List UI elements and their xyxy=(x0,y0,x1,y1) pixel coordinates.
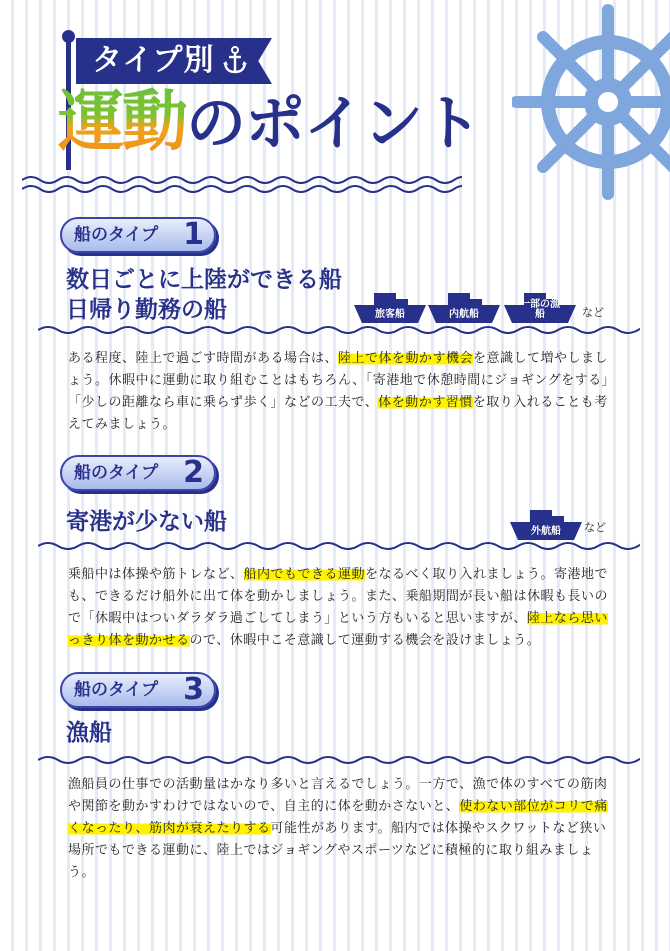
ship-label: 外航船 xyxy=(531,526,561,537)
ship-badge-ocean xyxy=(508,510,584,540)
section-wave-divider xyxy=(38,322,640,338)
ships-suffix: など xyxy=(582,306,604,319)
ship-label: 内航船 xyxy=(449,309,479,320)
ship-badge-fishing xyxy=(502,293,578,323)
page-title xyxy=(58,82,481,162)
ship-label: 一部の漁船 xyxy=(520,299,560,320)
page-title-rest: のポイント xyxy=(186,89,481,159)
body-text: ので、休暇中こそ意識して運動する機会を設けましょう。 xyxy=(189,633,541,648)
body-highlight: 使わない部位がコリで痛くなったり、筋肉が衰えたりする xyxy=(68,799,608,836)
section-2-body xyxy=(68,564,618,652)
ship-type-tag-label: 船のタイプ xyxy=(74,680,159,700)
body-highlight: 陸上なら思いっきり体を動かせる xyxy=(68,611,608,648)
body-highlight: 船内でもできる運動 xyxy=(243,567,366,582)
ship-label: 旅客船 xyxy=(375,309,405,320)
body-highlight: 陸上で体を動かす機会 xyxy=(338,351,474,366)
ship-type-tag-2 xyxy=(60,455,216,491)
body-text: をなるべく取り入れましょう。寄港地でも、できるだけ船外に出て体を動かしましょう。また、乗船期間が長い船は休暇も長いので「休暇中はついダラダラ過ごしてしまう」という方もいると思いますが、 xyxy=(68,567,609,626)
section-1-body xyxy=(68,348,618,436)
ship-type-tag-label: 船のタイプ xyxy=(74,225,159,245)
body-text: 可能性があります。船内では体操やスクワットなど狭い場所でもできる運動に、陸上ではジョギングやスポーツなどに積極的に取り組みましょう。 xyxy=(68,821,607,880)
section-wave-divider xyxy=(38,752,640,768)
body-text: を意識して増やしましょう。休暇中に運動に取り組むことはもちろん、「寄港地で休憩時間にジョギングをする」「少しの距離なら車に乗らず歩く」などの工夫で、 xyxy=(68,351,616,410)
body-text: 乗船中は体操や筋トレなど、 xyxy=(68,567,244,582)
ship-type-tag-number: 3 xyxy=(183,672,204,707)
ribbon-text: タイプ別 xyxy=(92,43,215,78)
ship-type-tag-number: 2 xyxy=(183,455,204,490)
ship-type-tag-number: 1 xyxy=(183,217,204,252)
ships-suffix: など xyxy=(584,521,606,534)
body-text: ある程度、陸上で過ごす時間がある場合は、 xyxy=(68,351,339,366)
ship-type-tag-label: 船のタイプ xyxy=(74,463,159,483)
body-highlight: 体を動かす習慣 xyxy=(378,395,473,410)
body-text: 漁船員の仕事での活動量はかなり多いと言えるでしょう。一方で、漁で体のすべての筋肉や関節を動かすわけではないので、自主的に体を動かさないと、 xyxy=(68,777,608,814)
section-2-heading: 寄港が少ない船 xyxy=(66,509,227,535)
header-wave-divider xyxy=(22,172,462,196)
section-3-heading: 漁船 xyxy=(66,720,112,746)
ship-type-tag-1 xyxy=(60,217,216,253)
section-3-body xyxy=(68,774,618,884)
page-title-highlight: 運動 xyxy=(58,83,186,160)
section-1-heading-line1: 数日ごとに上陸ができる船 xyxy=(66,267,342,293)
anchor-icon xyxy=(220,45,250,75)
ship-badge-passenger xyxy=(352,293,428,323)
body-text: を取り入れることも考えてみましょう。 xyxy=(68,395,608,432)
ship-wheel-icon xyxy=(512,2,670,210)
section-wave-divider xyxy=(38,538,640,554)
ship-badge-coastal xyxy=(426,293,502,323)
section-1-heading-line2: 日帰り勤務の船 xyxy=(66,297,227,323)
ship-type-tag-3 xyxy=(60,672,216,708)
